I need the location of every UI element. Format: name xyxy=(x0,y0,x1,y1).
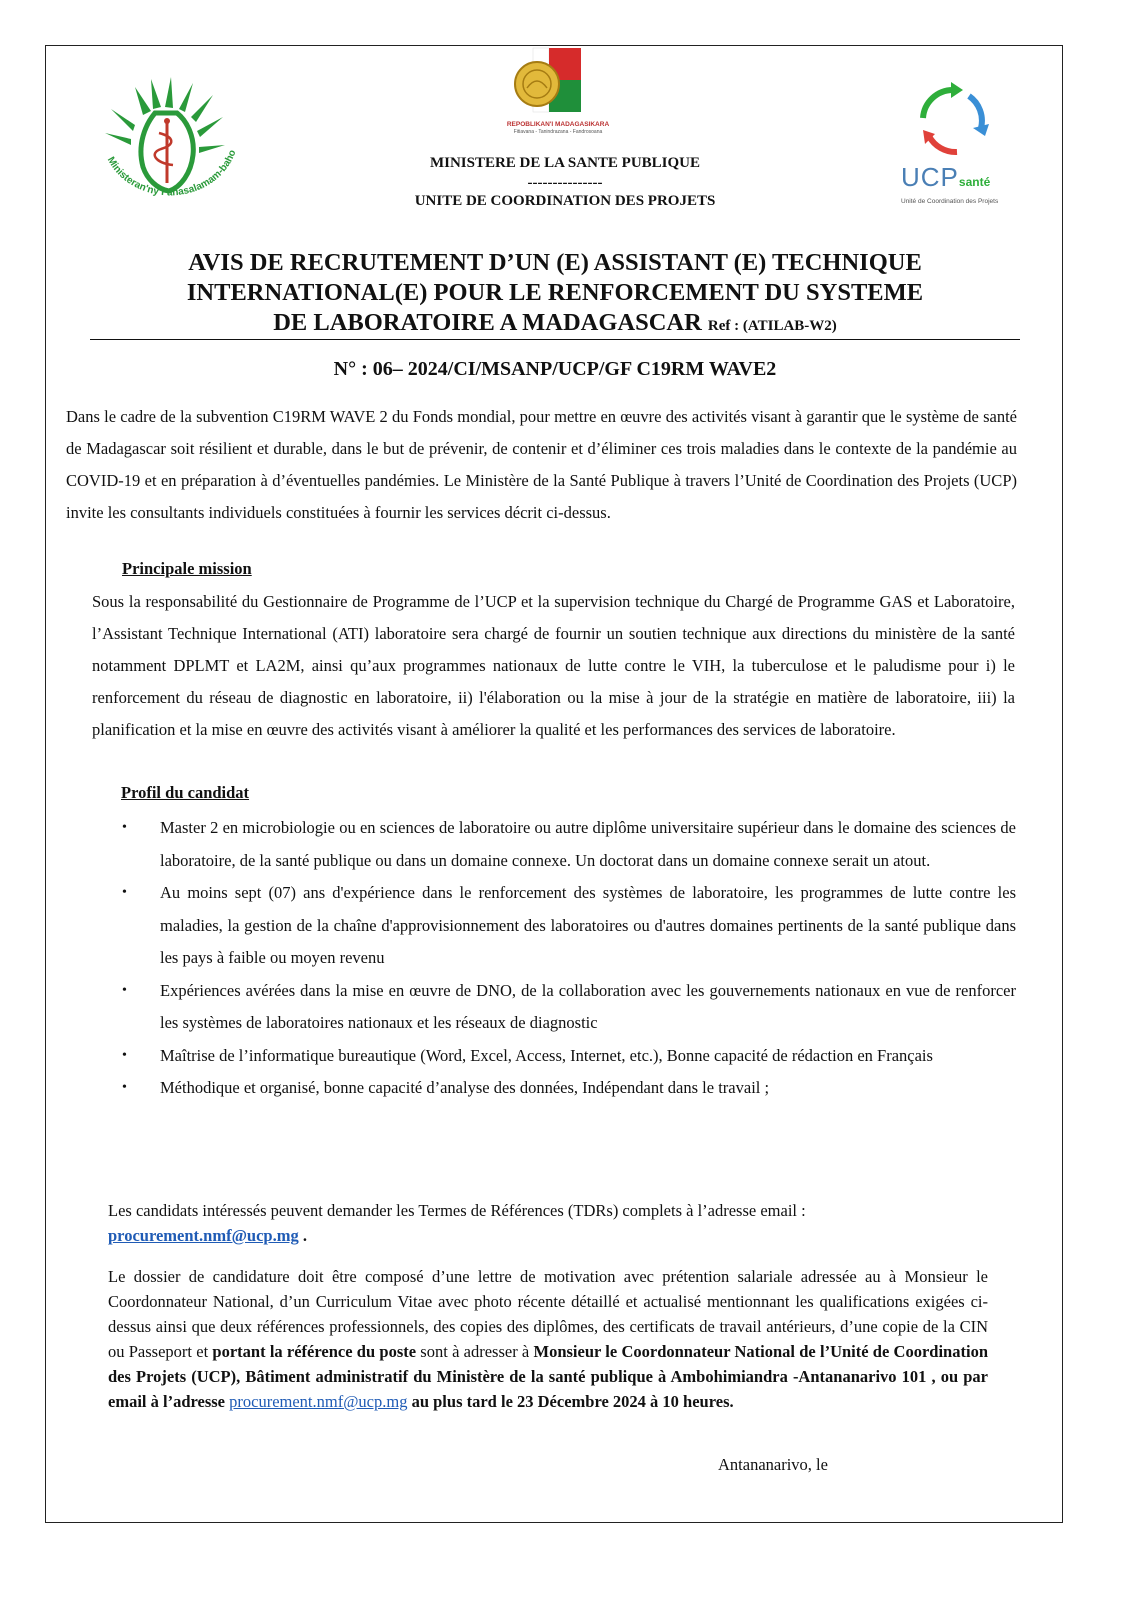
list-item xyxy=(122,1072,1016,1105)
signoff: Antananarivo, le xyxy=(718,1455,828,1474)
dossier-text-1: Le dossier de candidature doit être composé d’une lettre de motivation avec prétention salariale adressée au à Monsieur le Coordonnateur National, d’un Curriculum Vitae avec photo récente détaillé et actualisé mentionnant les qualifications exigées ci-dessus ainsi que deux références professionnels, des copies des diplômes, des certificats de travail antérieurs, d’une copie de la CIN ou Passeport et xyxy=(108,1267,988,1361)
list-item xyxy=(122,877,1016,975)
profile-item-text: Master 2 en microbiologie ou en sciences de laboratoire ou autre diplôme universitaire supérieur dans le domaine des sciences de laboratoire, de la santé publique ou dans un domaine connexe. Un doctorat dans un domaine connexe serait un atout. xyxy=(160,818,1016,870)
national-emblem xyxy=(497,44,619,139)
bullet: • xyxy=(122,820,127,835)
tdr-paragraph xyxy=(108,1198,1000,1248)
mission-paragraph: Sous la responsabilité du Gestionnaire de Programme de l’UCP et la supervision technique du Chargé de Programme GAS et Laboratoire, l’Assistant Technique International (ATI) laboratoire sera chargé de fournir un soutien technique aux directions du ministère de la santé notamment DPLMT et LA2M, ainsi qu’aux programmes nationaux de lutte contre le VIH, la tuberculose et le paludisme pour i) le renforcement du réseau de diagnostic en laboratoire, ii) l'élaboration ou la mise à jour de la stratégie en matière de laboratoire, iii) la planification et la mise en œuvre des activités visant à améliorer la qualité et les performances des services de laboratoire. xyxy=(92,592,1015,739)
profile-item-text: Maîtrise de l’informatique bureautique (Word, Excel, Access, Internet, etc.), Bonne capacité de rédaction en Français xyxy=(160,1045,933,1065)
dossier-text-2: sont à adresser à xyxy=(416,1342,534,1361)
ucp-logo-sante: santé xyxy=(958,175,991,189)
dossier-bold-address: Monsieur le Coordonnateur National de l’Unité de Coordination des Projets (UCP), Bâtiment administratif du Ministère de la santé publique à Ambohimiandra -Antananarivo 101 , ou par email à l’adresse xyxy=(108,1342,988,1411)
mission-heading: Principale mission xyxy=(122,559,252,578)
dossier-bold-reference: portant la référence du poste xyxy=(212,1342,417,1361)
title-line-1: AVIS DE RECRUTEMENT D’UN (E) ASSISTANT (E) TECHNIQUE xyxy=(188,249,922,276)
emblem-motto: Fitiavana - Tanindrazana - Fandrosoana xyxy=(513,129,603,135)
emblem-caption: REPOBLIKAN'I MADAGASIKARA xyxy=(506,121,610,128)
dossier-paragraph xyxy=(108,1264,988,1414)
left-logo-arc-text: Ministeran'ny Fahasalamam-baho xyxy=(104,148,239,199)
tdr-email-link[interactable]: procurement.nmf@ucp.mg xyxy=(108,1226,299,1245)
intro-paragraph: Dans le cadre de la subvention C19RM WAVE 2 du Fonds mondial, pour mettre en œuvre des activités visant à garantir que le système de santé de Madagascar soit résilient et durable, dans le but de prévenir, de contenir et d’éliminer ces trois maladies dans le contexte de la pandémie au COVID-19 et en préparation à d’éventuelles pandémies. Le Ministère de la Santé Publique à travers l’Unité de Coordination des Projets (UCP) invite les consultants individuels constituées à fournir les services décrit ci-dessus. xyxy=(66,407,1017,522)
profile-item-text: Expériences avérées dans la mise en œuvre de DNO, de la collaboration avec les gouvernements nationaux en vue de renforcer les systèmes de laboratoires nationaux et les réseaux de diagnostic xyxy=(160,980,1016,1032)
title-reference: Ref : (ATILAB-W2) xyxy=(707,318,837,334)
tdr-end: . xyxy=(298,1226,307,1245)
ministry-health-logo xyxy=(95,75,245,210)
notice-title xyxy=(90,248,1020,341)
bullet: • xyxy=(122,1080,127,1095)
dossier-deadline: au plus tard le 23 Décembre 2024 à 10 heures. xyxy=(407,1392,734,1411)
notice-number: N° : 06– 2024/CI/MSANP/UCP/GF C19RM WAVE2 xyxy=(333,358,777,380)
title-rule xyxy=(90,339,1020,340)
ucp-sante-logo xyxy=(895,78,1015,213)
profile-item-text: Méthodique et organisé, bonne capacité d’analyse des données, Indépendant dans le travail ; xyxy=(160,1078,770,1097)
unit-name: UNITE DE COORDINATION DES PROJETS xyxy=(414,193,716,209)
ministry-name: MINISTERE DE LA SANTE PUBLIQUE xyxy=(429,155,701,171)
list-item xyxy=(122,975,1016,1040)
profile-heading: Profil du candidat xyxy=(121,783,250,802)
title-line-3-text: DE LABORATOIRE A MADAGASCAR xyxy=(273,309,702,336)
profile-item-text: Au moins sept (07) ans d'expérience dans le renforcement des systèmes de laboratoire, les programmes de lutte contre les maladies, la gestion de la chaîne d'approvisionnement des laboratoires ou d'autres domaines pertinents de la santé publique dans les pays à faible ou moyen revenu xyxy=(160,883,1016,967)
list-item xyxy=(122,812,1016,877)
header-separator: --------------- xyxy=(527,175,603,191)
bullet: • xyxy=(122,885,127,900)
ucp-logo-wordmark: UCP xyxy=(901,162,959,192)
profile-list xyxy=(122,812,1016,1105)
bullet: • xyxy=(122,982,127,998)
list-item xyxy=(122,1040,1016,1073)
title-line-3 xyxy=(90,308,1020,341)
ucp-logo-subtitle: Unité de Coordination des Projets xyxy=(901,198,999,205)
bullet: • xyxy=(122,1047,127,1063)
title-line-2: INTERNATIONAL(E) POUR LE RENFORCEMENT DU SYSTEME xyxy=(186,279,924,306)
tdr-text: Les candidats intéressés peuvent demander les Termes de Références (TDRs) complets à l’adresse email : xyxy=(108,1201,806,1220)
dossier-email-link[interactable]: procurement.nmf@ucp.mg xyxy=(229,1392,408,1411)
